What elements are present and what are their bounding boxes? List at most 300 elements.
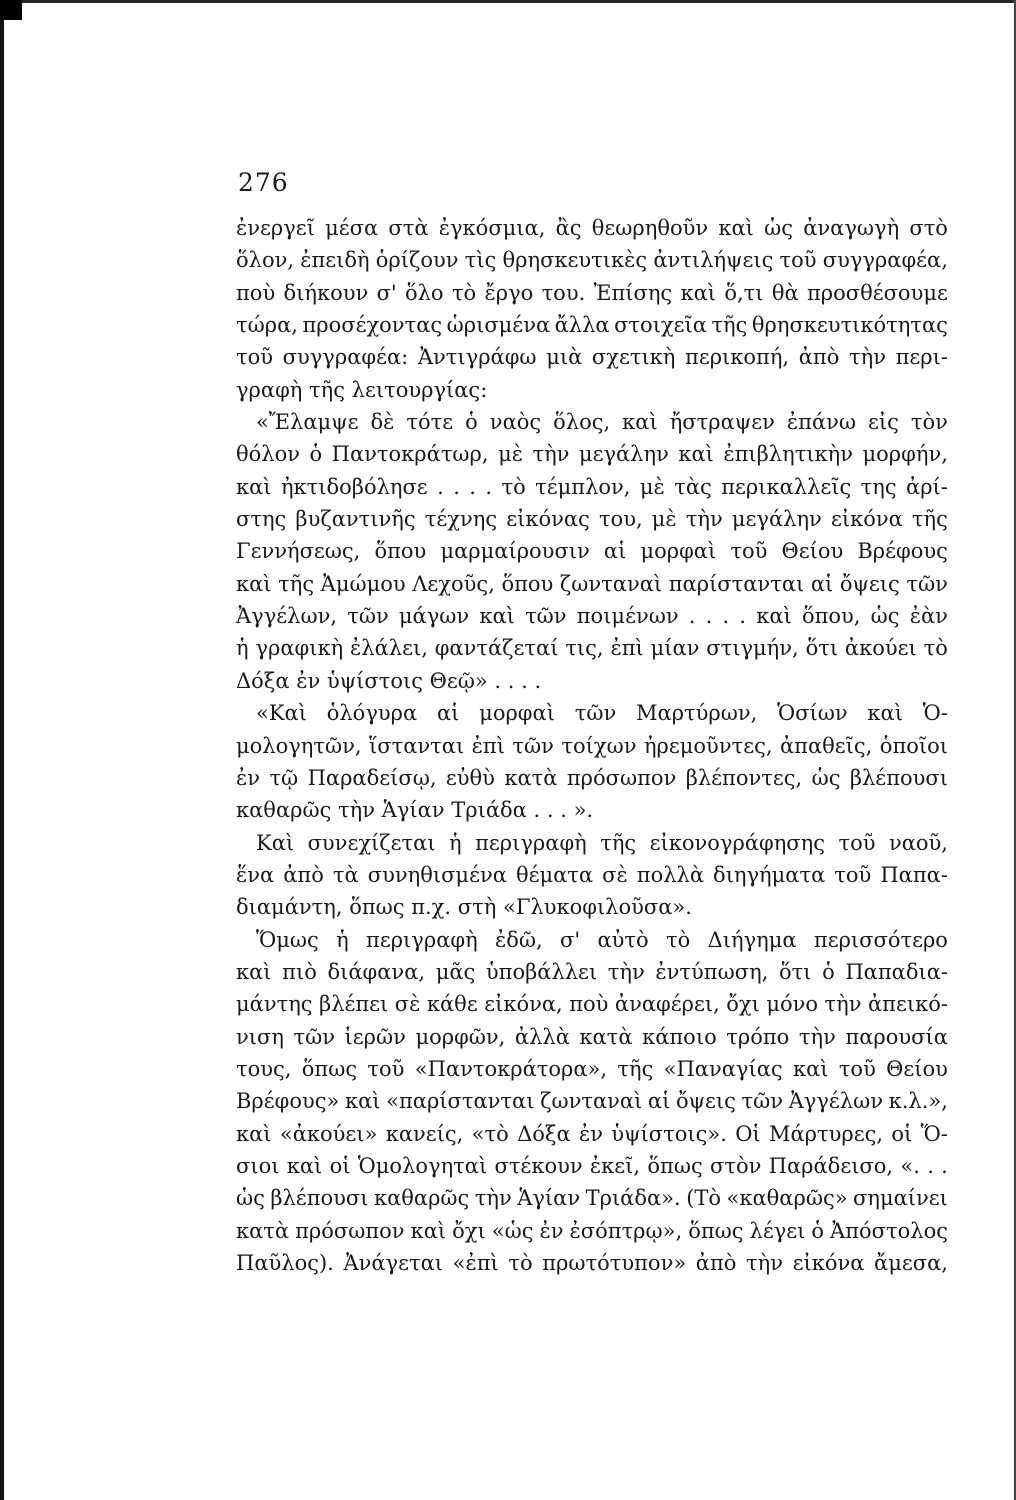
word: καθαρῶς (373, 1186, 470, 1211)
word: τοῦ (236, 345, 274, 370)
word: θόλον (236, 442, 301, 467)
word: μᾶς (435, 959, 476, 984)
word: ἔργο (484, 280, 534, 305)
word: διάφανα, (327, 959, 426, 984)
word: συγγραφέα, (822, 248, 948, 273)
word: ὅλον, (236, 248, 295, 273)
word: ναὸς (489, 410, 542, 435)
word: Παραδείσῳ, (307, 765, 437, 790)
word: κάθε (426, 992, 478, 1017)
word: προσέχοντας (302, 313, 443, 338)
word: «παρίστανται (386, 1089, 535, 1114)
word: στης (236, 507, 287, 532)
word: ὄχι (452, 1218, 486, 1243)
word: κατὰ (236, 1218, 290, 1243)
text-line (236, 859, 948, 891)
word: ὅπως (301, 1056, 358, 1081)
word: Ἀγγέλων (788, 1089, 883, 1114)
word: Καὶ (256, 830, 295, 855)
word: στὰ (388, 216, 429, 240)
word: κατὰ (504, 765, 558, 790)
word: ἄμεσα, (874, 1251, 948, 1275)
word: εἰκονογράφησης (649, 830, 825, 855)
word: του, (598, 507, 643, 532)
word: στοιχεῖα (614, 313, 707, 338)
word: τοῦ (834, 862, 872, 887)
word: ὡς (870, 604, 900, 629)
word: Θείου (781, 539, 844, 564)
word: αἱ (603, 539, 627, 564)
word: γραφικὴ (255, 636, 344, 661)
word: σιοι (236, 1153, 280, 1178)
word: περιγραφὴ (366, 927, 478, 952)
word: πιὸ (282, 959, 317, 984)
word: ἂς (555, 216, 582, 240)
word: ὅτι (778, 959, 812, 984)
word: ἕνα (236, 862, 275, 887)
word: οἱ (891, 1121, 913, 1146)
word: ὑποβάλλει (485, 959, 598, 984)
word: δὲ (370, 410, 395, 435)
word: νιση (236, 1024, 284, 1049)
word: τὴν (474, 1186, 512, 1211)
text-line: διαμάντη, ὅπως π.χ. στὴ «Γλυκοφιλοῦσα». (236, 895, 692, 920)
word: σὲ (602, 862, 628, 887)
word: ἵστανται (369, 733, 465, 758)
word: συνηθισμένα (367, 862, 507, 887)
word: Δόξα (517, 1121, 571, 1146)
word: αἱ (647, 1089, 671, 1114)
word: τὴν (824, 992, 862, 1017)
text-line (236, 1021, 948, 1053)
body-text (236, 212, 948, 1279)
word: εὐθὺ (445, 765, 495, 790)
word: μεγάλην (731, 507, 822, 532)
word: μορφαὶ (640, 539, 717, 564)
word: «Παναγίας (663, 1056, 783, 1081)
word: τώρα, (236, 313, 298, 338)
word: Ἐπίσης (593, 280, 673, 305)
word: ἀπαθεῖς, (779, 733, 873, 758)
word: «καθαρῶς» (726, 1186, 848, 1211)
word: βυζαντινῆς (295, 507, 416, 532)
word: κανείς, (385, 1121, 464, 1146)
word: . (739, 604, 747, 629)
word: Βρέφους (857, 539, 948, 564)
word: ἐδῶ, (494, 927, 543, 952)
word: τοῦ (779, 248, 817, 273)
word: θεωρηθοῦν (591, 216, 709, 240)
word: τρόπο (726, 1024, 790, 1049)
word: καὶ (236, 959, 272, 984)
word: καὶ (236, 474, 272, 499)
word: μιὰ (546, 345, 583, 370)
word: βλέποντες, (685, 765, 803, 790)
text-line: καθαρῶς τὴν Ἁγίαν Τριάδα . . . ». (236, 798, 594, 823)
word: αἱ (810, 571, 834, 596)
text-line (236, 277, 948, 309)
word: καὶ (867, 701, 903, 726)
word: ὡρισμένα (446, 313, 551, 338)
word: τοῦ (838, 1056, 876, 1081)
word: . (469, 474, 476, 499)
scan-corner-mark (0, 0, 22, 20)
word: Ἀνάγεται (343, 1251, 444, 1275)
text-line (236, 341, 948, 373)
word: «ἀκούει» (279, 1121, 378, 1146)
word: μορφαὶ (479, 701, 555, 726)
word: Ὁσίων (777, 701, 848, 726)
word: τῆς (600, 830, 637, 855)
word: Παῦλος). (236, 1251, 334, 1275)
word: Βρέφους» (236, 1089, 340, 1114)
text-line (236, 406, 948, 438)
word: μαρμαίρουσιν (440, 539, 590, 564)
word: ἐνεργεῖ (236, 216, 315, 240)
text-line (236, 244, 948, 276)
word: ἐπὶ (610, 636, 644, 661)
word: τὴν (849, 345, 886, 370)
word: Μάρτυρες, (768, 1121, 884, 1146)
word: ὄχι (726, 992, 760, 1017)
word: «Καὶ (256, 701, 307, 726)
word: ὅλος, (553, 410, 611, 435)
word: ὅπου (374, 539, 427, 564)
word: ἡ (449, 830, 462, 855)
text-line: γραφὴ τῆς λειτουργίας: (236, 377, 488, 402)
word: ἐγκόσμια, (438, 216, 546, 240)
word: ὁποῖοι (879, 733, 948, 758)
word: Θείου (886, 1056, 948, 1081)
word: τὴν (607, 959, 645, 984)
word: ἤστραψεν (669, 410, 775, 435)
word: ἀπὸ (283, 862, 324, 887)
word: ὁ (811, 1218, 825, 1243)
word: τῆς (617, 1056, 654, 1081)
page-number: 276 (238, 168, 289, 197)
word: ἀπὸ (798, 345, 840, 370)
word: καὶ (678, 442, 714, 467)
word: ἐν (578, 1121, 603, 1146)
word: περιγραφὴ (475, 830, 587, 855)
word: ἐντύπωση, (655, 959, 769, 984)
word: ἐν (539, 1218, 564, 1243)
word: μέσα (325, 216, 379, 240)
text-line (236, 924, 948, 956)
word: ἀπὸ (695, 1251, 737, 1275)
word: εἰκόνα, (484, 992, 563, 1017)
word: ἐσόπτρῳ», (569, 1218, 683, 1243)
text-line (236, 1053, 948, 1085)
word: . (927, 1153, 934, 1178)
word: Ὅμως (256, 927, 319, 952)
word: θὰ (771, 280, 799, 305)
word: Ἀγγέλων, (236, 604, 338, 629)
word: . (941, 1153, 948, 1178)
word: μίαν (650, 636, 700, 661)
word: καὶ (236, 1121, 272, 1146)
word: ἀρί- (906, 474, 948, 499)
word: καὶ (680, 280, 717, 305)
word: περικοπή, (685, 345, 790, 370)
text-line (236, 503, 948, 535)
word: τῶν (741, 1089, 784, 1114)
word: στέκουν (494, 1153, 583, 1178)
word: ὁ (822, 959, 835, 984)
word: πολλὰ (636, 862, 705, 887)
word: ἡ (336, 927, 349, 952)
word: μορφήν, (862, 442, 948, 467)
word: περικαλλεῖς (721, 474, 852, 499)
word: «Ἔλαμψε (256, 410, 359, 435)
word: ποὺ (569, 992, 609, 1017)
word: Παράδεισο, (768, 1153, 894, 1178)
word: ὁ (309, 442, 323, 467)
word: μάντης (236, 992, 313, 1017)
word: βλέπουσι (849, 765, 948, 790)
word: τοῦ (367, 1056, 405, 1081)
word: ἠρεμοῦντες, (643, 733, 773, 758)
word: ἐὰν (909, 604, 948, 629)
word: εἰκόνας (506, 507, 590, 532)
word: τέχνης (424, 507, 498, 532)
word: ὅτι (805, 636, 839, 661)
word: εἰκόνα (830, 507, 903, 532)
word: συγγραφέα: (282, 345, 409, 370)
text-line (236, 827, 948, 859)
word: καὶ (344, 1089, 381, 1114)
word: ὄψεις (839, 571, 900, 596)
word: ὁλόγυρα (326, 701, 418, 726)
word: . (722, 604, 730, 629)
word: καὶ (622, 410, 658, 435)
word: . (485, 474, 493, 499)
word: «. (900, 1153, 920, 1178)
word: τοίχων (561, 733, 637, 758)
word: καὶ (410, 1218, 447, 1243)
word: ἀναφέρει, (614, 992, 720, 1017)
text-line (236, 730, 948, 762)
word: τῶν (525, 604, 567, 629)
word: καὶ (792, 1056, 829, 1081)
word: καὶ (718, 216, 754, 240)
word: κ.λ.», (888, 1089, 948, 1114)
word: μὲ (498, 442, 523, 467)
word: κάποιο (642, 1024, 717, 1049)
word: Ὁ- (922, 701, 948, 726)
word: ἀπεικό- (867, 992, 948, 1017)
word: τὴν (532, 442, 570, 467)
word: ποιμένων (576, 604, 679, 629)
word: Λεχοῦς, (412, 571, 495, 596)
word: ἐν (236, 765, 261, 790)
text-line (236, 762, 948, 794)
word: της (860, 474, 897, 499)
word: Παπα- (880, 862, 948, 887)
word: . (453, 474, 460, 499)
word: παρίστανται (668, 571, 805, 596)
word: . (688, 604, 696, 629)
word: Παπαδια- (845, 959, 948, 984)
word: θρησκευτικὲς (502, 248, 648, 273)
word: οἱ (329, 1153, 351, 1178)
text-line (236, 1118, 948, 1150)
word: τους, (236, 1056, 292, 1081)
word: θέματα (515, 862, 594, 887)
word: ὁ (465, 410, 478, 435)
word: τῆς (911, 507, 948, 532)
word: τότε (406, 410, 454, 435)
text-line (236, 1215, 948, 1247)
text-line (236, 988, 948, 1020)
word: ζωνταναὶ (559, 571, 663, 596)
word: τὸ (923, 636, 948, 661)
word: Ἀμώμου (320, 571, 406, 596)
word: του. (541, 280, 586, 305)
word: ὅ,τι (724, 280, 764, 305)
word: ζωνταναὶ (540, 1089, 643, 1114)
word: σημαίνει (853, 1186, 948, 1211)
word: τὸ (451, 280, 477, 305)
word: τῶν (906, 571, 948, 596)
word: Ἁγίαν (517, 1186, 581, 1211)
word: τοῦ (838, 830, 876, 855)
word: καὶ (479, 604, 515, 629)
word: ναοῦ, (888, 830, 948, 855)
word: ἐλάλει, (350, 636, 428, 661)
word: ἠκτιδοβόλησε (280, 474, 428, 499)
word: τῆς (278, 571, 315, 596)
word: κατὰ (579, 1024, 633, 1049)
scan-edge-left (0, 0, 4, 1500)
text-line (236, 1085, 948, 1117)
text-line (236, 697, 948, 729)
word: Ἀπόστολος (830, 1218, 948, 1243)
word: ἐπὶ (471, 733, 505, 758)
word: ἐπιβλητικὴν (723, 442, 854, 467)
text-line (236, 1150, 948, 1182)
word: τὴν (685, 507, 723, 532)
word: διήκουν (283, 280, 369, 305)
word: μολογητῶν, (236, 733, 362, 758)
text-line (236, 600, 948, 632)
word: πρόσωπον (295, 1218, 405, 1243)
word: Παντοκράτωρ, (331, 442, 489, 467)
word: τὶς (464, 248, 497, 273)
word: ὡς (764, 216, 794, 240)
word: μὲ (651, 507, 677, 532)
text-line: Δόξα ἐν ὑψίστοις Θεῷ» . . . . (236, 668, 542, 693)
word: προσθέσουμε (806, 280, 948, 305)
word: ἱερῶν (344, 1024, 406, 1049)
word: περι- (895, 345, 948, 370)
word: ὅπου, (801, 604, 861, 629)
word: τέμπλον, (535, 474, 631, 499)
word: τῶν (347, 604, 389, 629)
word: τῶν (574, 701, 617, 726)
word: ἄλλα (554, 313, 610, 338)
word: τῷ (269, 765, 299, 790)
word: Μαρτύρων, (636, 701, 758, 726)
word: ποὺ (236, 280, 276, 305)
word: ἀναγωγὴ (803, 216, 900, 240)
word: μάγων (398, 604, 470, 629)
word: εἰς (868, 410, 899, 435)
word: τις, (565, 636, 604, 661)
text-line (236, 438, 948, 470)
word: μεγάλην (578, 442, 669, 467)
word: ἐπειδὴ (300, 248, 370, 273)
word: σ' (376, 280, 397, 305)
text-line (236, 1247, 948, 1279)
word: ὅπως (688, 1218, 744, 1243)
word: τὸ (501, 474, 526, 499)
word: τὸ (508, 1251, 533, 1275)
word: ἐπάνω (786, 410, 857, 435)
word: μορφῶν, (415, 1024, 506, 1049)
word: «ὡς (491, 1218, 534, 1243)
word: ἀλλὰ (514, 1024, 570, 1049)
word: τοῦ (730, 539, 768, 564)
text-line (236, 309, 948, 341)
word: «ἐπὶ (452, 1251, 499, 1275)
word: καὶ (756, 604, 792, 629)
word: μὲ (639, 474, 665, 499)
word: (Τὸ (686, 1186, 722, 1211)
word: καὶ (236, 571, 272, 596)
word: ὅπως (647, 1153, 703, 1178)
word: Διήγημα (707, 927, 797, 952)
word: καὶ (286, 1153, 323, 1178)
word: σὲ (394, 992, 421, 1017)
word: στιγμήν, (706, 636, 799, 661)
word: Ὁμολογηταὶ (357, 1153, 488, 1178)
word: τὸν (910, 410, 948, 435)
word: Τριάδα». (585, 1186, 681, 1211)
word: στὸ (909, 216, 948, 240)
text-line (236, 1182, 948, 1214)
word: τὴν (746, 1251, 783, 1275)
word: σχετικὴ (591, 345, 676, 370)
word: Ἀντιγράφω (417, 345, 537, 370)
word: ὅπου (501, 571, 554, 596)
word: τὰ (332, 862, 359, 887)
word: ὡς (236, 1186, 265, 1211)
word: ὁρίζουν (375, 248, 459, 273)
word: τῶν (293, 1024, 335, 1049)
word: τῆς (711, 313, 748, 338)
word: ἡ (236, 636, 249, 661)
word: Ὅ- (920, 1121, 948, 1146)
word: λέγει (749, 1218, 806, 1243)
word: βλέπει (319, 992, 389, 1017)
text-line (236, 535, 948, 567)
word: μόνο (766, 992, 819, 1017)
text-line (236, 471, 948, 503)
word: διηγήματα (713, 862, 826, 887)
text-line (236, 956, 948, 988)
word: ὅλο (404, 280, 444, 305)
text-line (236, 568, 948, 600)
word: Γεννήσεως, (236, 539, 361, 564)
word: πρόσωπον (566, 765, 677, 790)
word: ἀκούει (844, 636, 917, 661)
word: παρουσία (845, 1024, 948, 1049)
word: εἰκόνα (792, 1251, 865, 1275)
word: τῶν (512, 733, 554, 758)
word: αἱ (436, 701, 460, 726)
word: σ' (560, 927, 581, 952)
